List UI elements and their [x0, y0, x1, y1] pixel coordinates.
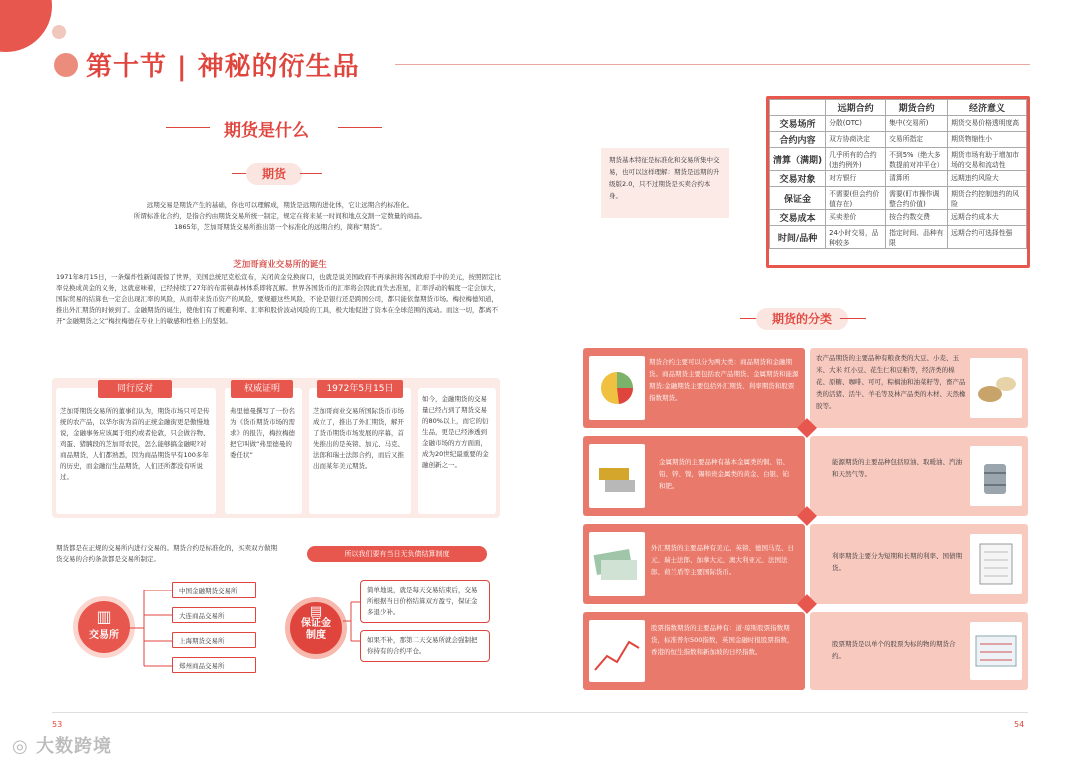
- table-cell: 分散(OTC): [826, 116, 886, 132]
- table-cell: 几乎所有的合约(违约例外): [826, 148, 886, 171]
- cbot-text: 1971年8月15日，一条爆炸性新闻震惊了世界，美国总统尼克松宣布，关闭黄金兑换窗口，也就是说美国政府不再承担将各国政府手中的美元，按照固定比率兑换成黄金的义务，这就意味着，已经持续了27年的布雷顿森林体系即将瓦解。世界各国货币的汇率将会因此而失去准星，汇率浮动的幅度一定会加大，国际贸易的结算也一定会出现汇率的风险，从而带来货币资产的风险，要规避这些风险，不论是银行还是跨国公司，都只能依靠期货市场。梅拉梅德知道，推出外汇期货的时候到了。金融期货的诞生，使他们有了规避利率、汇率和股价波动风险的工具，极大地促进了资本在全球范围的流动。而这一切，都离不开“金融期货之父”梅拉梅德在专业上的敏感和性格上的坚韧。: [56, 273, 501, 325]
- category-card-stock: [810, 612, 1028, 690]
- history-box-opposition: [56, 384, 216, 514]
- table-cell: 指定时间、品种有限: [886, 226, 948, 249]
- table-row-header: 清算（满期): [770, 148, 826, 171]
- class-rule-right: [840, 318, 866, 319]
- table-row: [770, 210, 1027, 226]
- pie-chart-icon: [589, 356, 645, 420]
- table-row-header: 交易场所: [770, 116, 826, 132]
- table-cell: 需要(盯市操作调整合约价值): [886, 187, 948, 210]
- building-icon: ▥: [96, 607, 112, 626]
- table-row: [770, 187, 1027, 210]
- table-cell: 清算所: [886, 171, 948, 187]
- table-cell: 不需要(但会约价值存在): [826, 187, 886, 210]
- table-cell: 双方协商决定: [826, 132, 886, 148]
- category-card-forex: [583, 524, 805, 604]
- exchange-intro: 期货都是在正规的交易所内进行交易的。期货合约是标准化的，买卖双方做期货交易的合约条款都是交易所制定。: [56, 544, 277, 563]
- table-cell: 不到5%（绝大多数提前对冲平仓）: [886, 148, 948, 171]
- margin-circle: [285, 597, 347, 659]
- table-header: [770, 100, 1027, 116]
- text-opposition: 芝加哥期货交易所的董事们认为，期货市场只可是传统的农产品，以华尔街为首的正统金融街更是傲慢地说，金融事务应该属于纽约或者伦敦，只会做谷物、鸡蛋、猪腩段的芝加哥农民，怎么能够搞金融呢?对商品期货，人们都熟悉，因为商品期货早有100多年的历史，而金融衍生品期货，人们还所都没有听说过。: [60, 407, 210, 481]
- page-title: 第十节 | 神秘的衍生品: [86, 52, 360, 82]
- category-text-energy: 能源期货的主要品种包括原油、取暖油、汽油和天然气等。: [832, 458, 962, 478]
- table-row: [770, 226, 1027, 249]
- table-header-cell: 经济意义: [948, 100, 1027, 116]
- category-text-forex: 外汇期货的主要品种有美元、英镑、德国马克、日元、瑞士法郎、加拿大元、澳大利亚元、法国法郎、荷兰盾等主要国际货币。: [651, 544, 794, 576]
- watermark-logo: ◎ 大数跨境: [12, 736, 112, 757]
- table-cell: 远期合约可选择性强: [948, 226, 1027, 249]
- page-number-right: 54: [1014, 720, 1025, 729]
- table-header-cell: 期货合约: [886, 100, 948, 116]
- title-dot: [54, 53, 78, 77]
- tag-authority: 权威证明: [231, 380, 293, 398]
- table-cell: 买卖差价: [826, 210, 886, 226]
- category-card-interest: [810, 524, 1028, 604]
- table-row-header: 时间/品种: [770, 226, 826, 249]
- category-text-metal: 金属期货的主要品种有基本金属类的铜、铝、铅、锌、镍，锡和贵金属类的黄金、白银、铂和钯。: [659, 458, 789, 490]
- table-row: [770, 132, 1027, 148]
- page-number-left: 53: [52, 720, 63, 729]
- section-title: 期货是什么: [224, 121, 309, 141]
- intro-line-3: 1865年，芝加哥期货交易所推出第一个标准化的远期合约，简称“期货”。: [174, 223, 386, 231]
- exchange-shfe: 上海期货交易所: [172, 632, 256, 648]
- category-text-index: 股票指数期货的主要品种有：道·琼斯股票指数期货，标准普尔500指数，英国金融时报股票指数，香港的恒生指数和新加坡的日经指数。: [651, 624, 794, 656]
- classification-title: 期货的分类: [756, 308, 848, 330]
- section-rule-right: [338, 127, 382, 128]
- tag-opposition: 同行反对: [98, 380, 172, 398]
- quote-board-icon: [970, 622, 1022, 680]
- table-cell: 对方银行: [826, 171, 886, 187]
- table-header-cell: [770, 100, 826, 116]
- margin-label: 保证金 制度: [301, 618, 331, 641]
- table-header-cell: 远期合约: [826, 100, 886, 116]
- title-rule: [395, 64, 1030, 65]
- text-authority: 弗里德曼撰写了一份名为《货币期货市场的需求》的报告，梅拉梅德把它叫做“弗里德曼的委任状”: [230, 407, 295, 459]
- comparison-table-frame: [766, 96, 1030, 268]
- table-cell: 交易所指定: [886, 132, 948, 148]
- margin-banner: 所以我们要有当日无负债结算制度: [307, 546, 487, 562]
- table-row: [770, 171, 1027, 187]
- text-1972: 芝加哥商业交易所国际货币市场成立了，推出了外汇期货，解开了货币期货市场发展的序幕，首先推出的是英镑、加元、马克、法郎和瑞士法郎合约，而后又推出而某年美元期货。: [313, 407, 404, 470]
- table-row: [770, 148, 1027, 171]
- table-cell: 24小时交易，品种较多: [826, 226, 886, 249]
- table-row-header: 交易成本: [770, 210, 826, 226]
- category-card-index: [583, 612, 805, 690]
- banknotes-icon: [589, 532, 645, 596]
- category-text-interest: 利率期货主要分为短期和长期的利率、国债期货。: [832, 552, 962, 572]
- comparison-table: [769, 99, 1027, 249]
- category-text-agri: 农产品期货的主要品种有粮食类的大豆、小麦、玉米、大米 红小豆、花生仁和豆粕等，经济类的棉花、原糖、咖啡、可可，粽榈油和油菜籽等，畜产品类的活猪、活牛、羊毛等及林产品类的木材、天然橡胶等。: [816, 354, 966, 410]
- category-card-overview: [583, 348, 805, 428]
- oil-barrel-icon: [970, 446, 1022, 506]
- table-cell: 期货物缩性小: [948, 132, 1027, 148]
- metal-bars-icon: [589, 444, 645, 508]
- exchange-connectors: [128, 590, 174, 670]
- table-cell: 期货交易价格透明度高: [948, 116, 1027, 132]
- category-text-overview: 期货合约主要可以分为两大类：商品期货和金融期货。商品期货主要包括农产品期货、金属期货和能源期货;金融期货主要包括外汇期货、利率期货和股票指数期货。: [649, 358, 799, 402]
- table-cell: 远期违约风险大: [948, 171, 1027, 187]
- category-card-energy: [810, 436, 1028, 516]
- margin-note-1: 简单地说，就是每天交易结束后，交易所根据当日价格结算双方盈亏，保证金多退少补。: [360, 580, 490, 623]
- text-today: 如今，金融期货的交易量已经占到了期货交易的80%以上，而它的衍生品，更是已经渗透到金融市场的方方面面，成为20世纪最重要的金融创新之一。: [422, 395, 489, 469]
- stock-chart-icon: [589, 620, 645, 682]
- footer-rule: [52, 712, 1028, 713]
- section-rule-left: [166, 127, 210, 128]
- futures-quote: 期货基本特征是标准化和交易所集中交易，也可以这样理解：期货是远期的升级版2.0，只不过期货是买卖合约本身。: [601, 148, 729, 218]
- tab-futures: 期货: [246, 163, 302, 185]
- category-text-stock: 股票期货是以单个的股票为标的物的期货合约。: [832, 640, 956, 660]
- document-table-icon: [970, 534, 1022, 594]
- intro-line-1: 远期交易是期货产生的基础，你也可以理解成，期货是远期的进化体，它让远期合约标准化。: [146, 201, 414, 209]
- exchange-label: 交易所: [89, 630, 119, 641]
- intro-line-2: 所谓标准化合约，是指合约由期货交易所统一制定，规定在将来某一时间和地点交割一定数量的商品。: [133, 212, 427, 220]
- tab-rule-right: [300, 173, 322, 174]
- decorative-dot: [52, 25, 66, 39]
- table-cell: 集中(交易所): [886, 116, 948, 132]
- history-box-today: [418, 388, 496, 514]
- exchange-circle: [73, 596, 135, 658]
- history-box-1972: [309, 384, 411, 514]
- table-cell: 期货合约控制违约的风险: [948, 187, 1027, 210]
- history-box-authority: [225, 384, 302, 514]
- intro-text: [60, 200, 500, 233]
- tag-1972: 1972年5月15日: [317, 380, 403, 398]
- decorative-circle: [0, 0, 52, 52]
- document-icon: ▤: [309, 604, 323, 619]
- table-row-header: 合约内容: [770, 132, 826, 148]
- table-row-header: 保证金: [770, 187, 826, 210]
- cbot-title: 芝加哥商业交易所的诞生: [233, 260, 327, 270]
- table-row-header: 交易对象: [770, 171, 826, 187]
- table-cell: 按合约数交费: [886, 210, 948, 226]
- exchange-czce: 郑州商品交易所: [172, 657, 256, 673]
- table-cell: 期货市场有助于增加市场的交易和流动性: [948, 148, 1027, 171]
- category-card-metal: [583, 436, 805, 516]
- margin-note-2: 如果不补，那第二天交易所就会强制把你持有的合约平仓。: [360, 630, 490, 662]
- farm-animals-icon: [970, 358, 1022, 418]
- table-row: [770, 116, 1027, 132]
- exchange-cffex: 中国金融期货交易所: [172, 582, 256, 598]
- category-card-agri: [810, 348, 1028, 428]
- exchange-dce: 大连商品交易所: [172, 607, 256, 623]
- table-cell: 远期合约成本大: [948, 210, 1027, 226]
- watermark-text: 大数跨境: [35, 736, 112, 757]
